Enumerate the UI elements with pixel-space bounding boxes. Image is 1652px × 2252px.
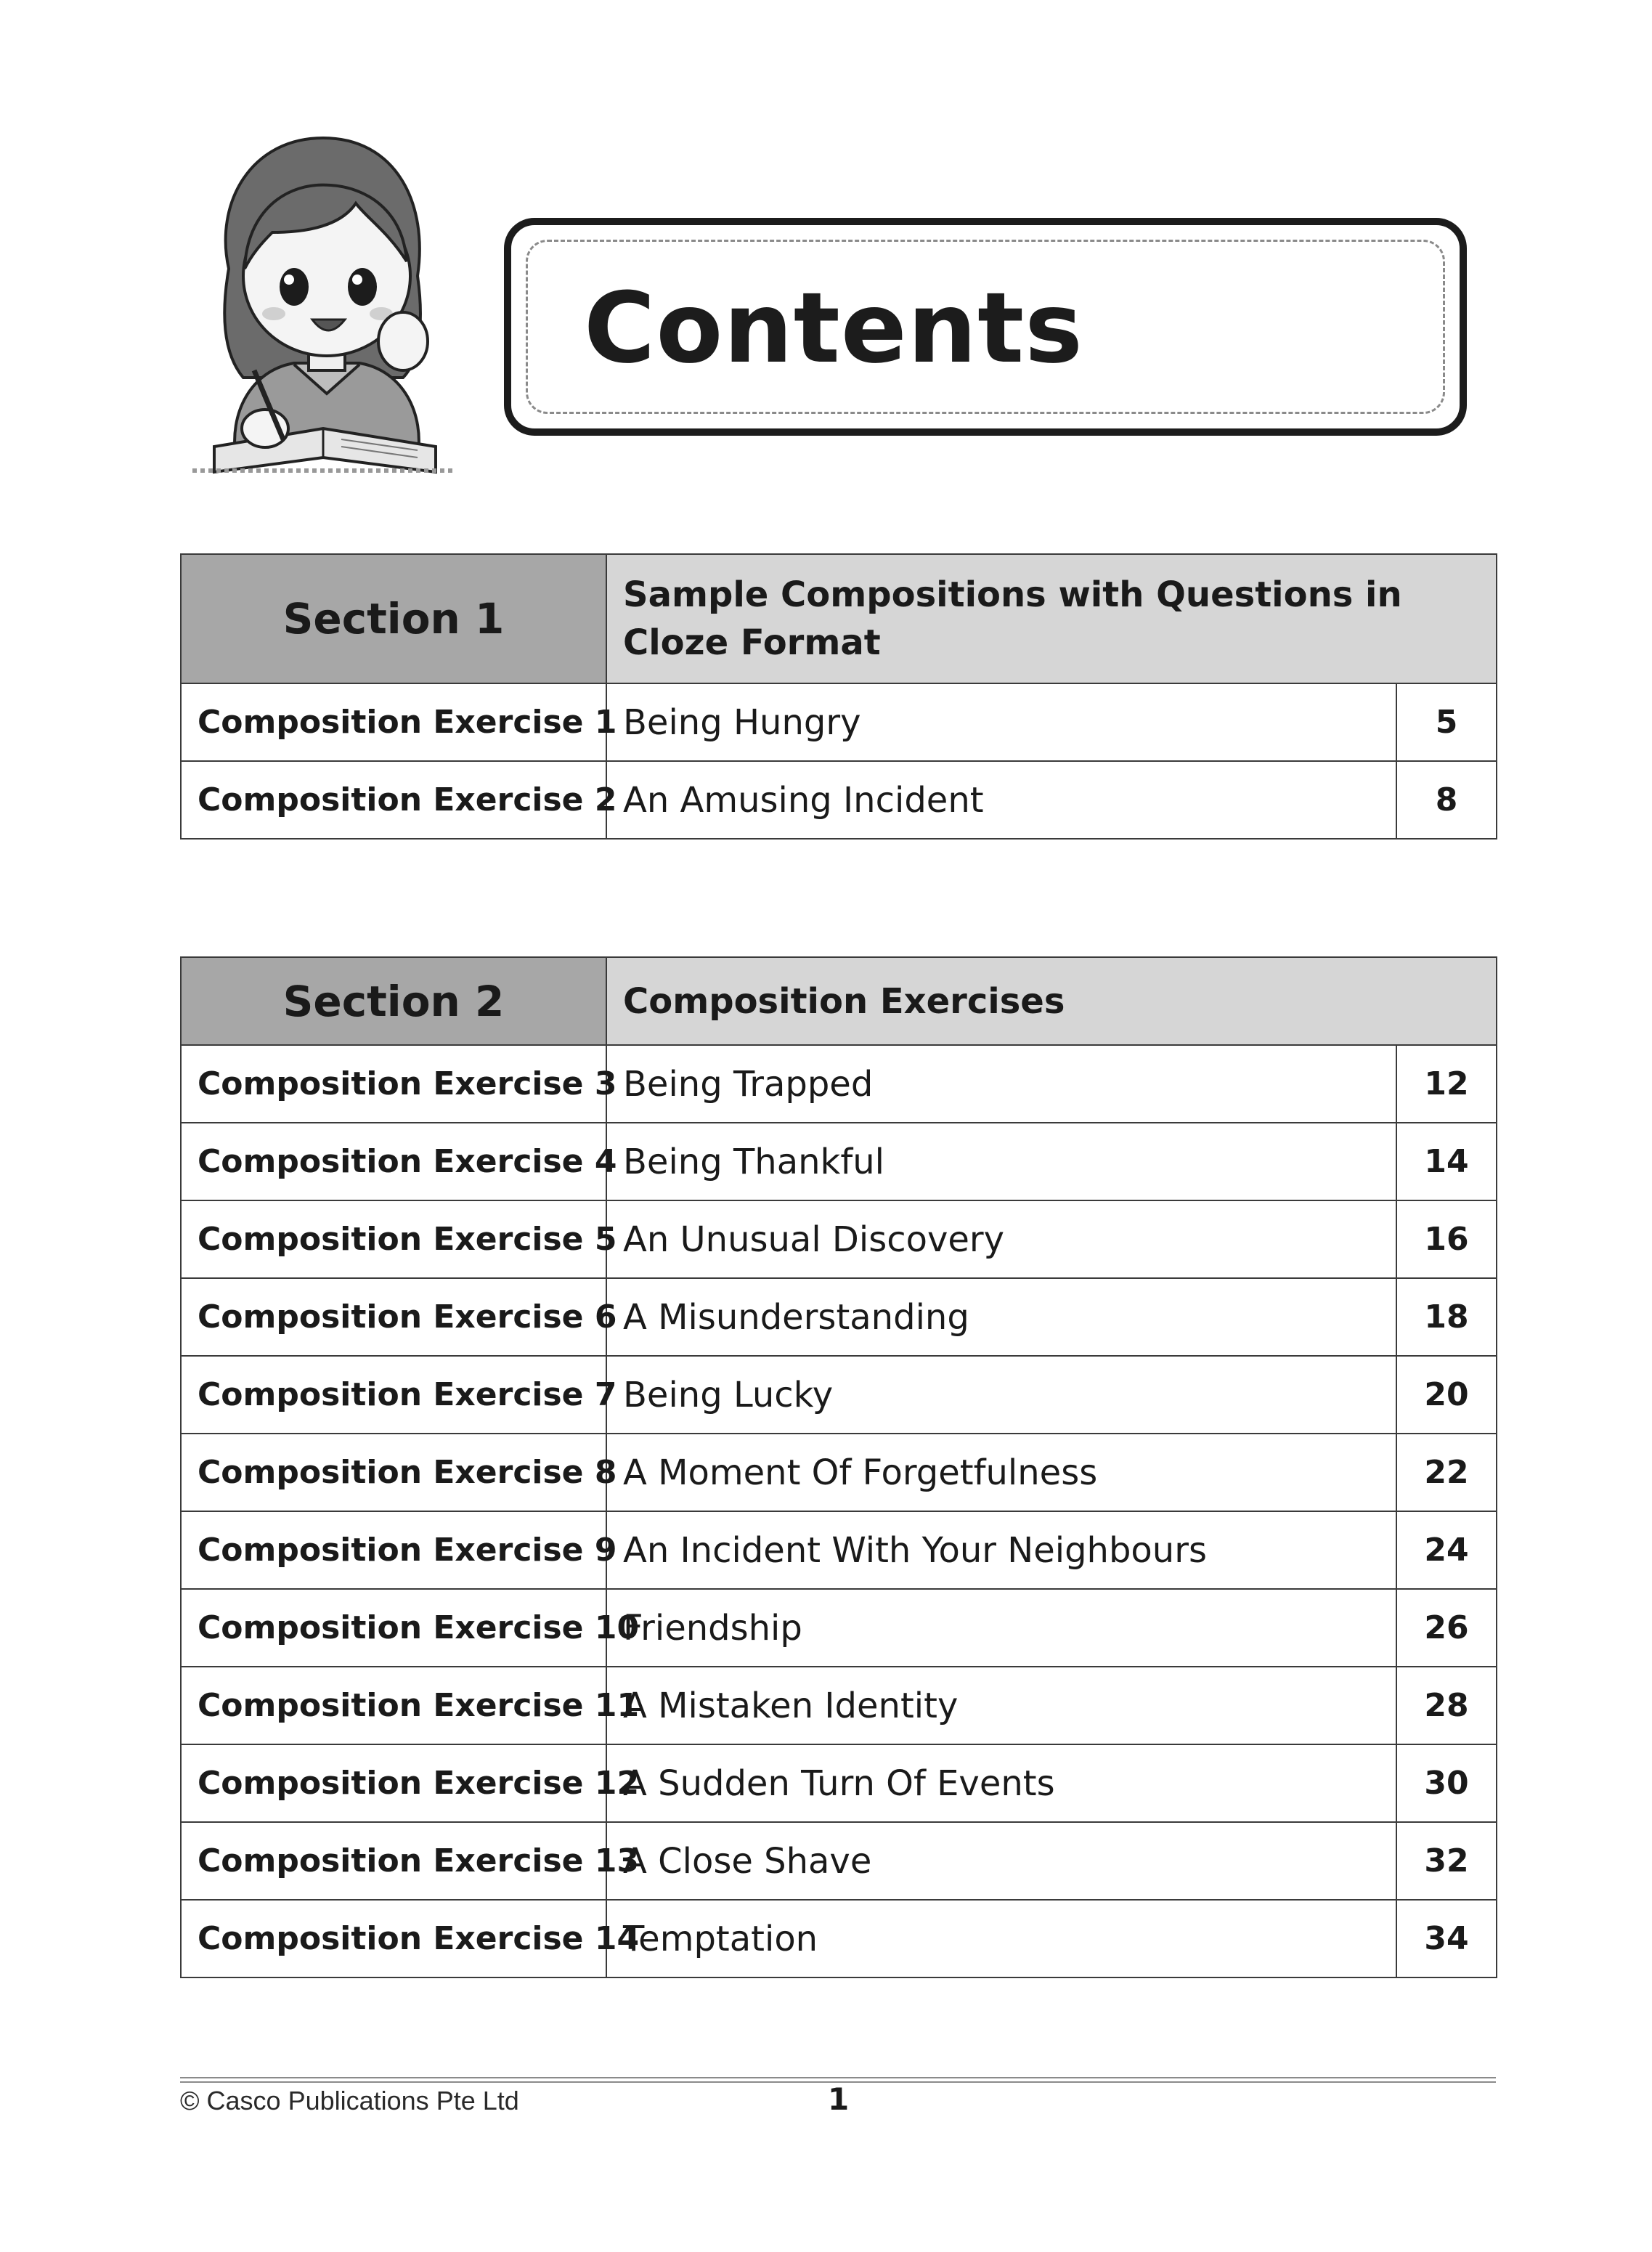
exercise-title: An Amusing Incident <box>606 761 1396 839</box>
exercise-label: Composition Exercise 7 <box>181 1356 606 1434</box>
page-number: 30 <box>1396 1744 1497 1822</box>
exercise-title: A Mistaken Identity <box>606 1667 1396 1744</box>
section-1-header-row <box>181 554 1497 683</box>
section-2-label: Section 2 <box>181 957 606 1045</box>
page-number: 22 <box>1396 1434 1497 1511</box>
exercise-title: Being Trapped <box>606 1045 1396 1123</box>
page-number: 24 <box>1396 1511 1497 1589</box>
exercise-label: Composition Exercise 2 <box>181 761 606 839</box>
exercise-label: Composition Exercise 9 <box>181 1511 606 1589</box>
exercise-label: Composition Exercise 14 <box>181 1900 606 1977</box>
footer-rule-top <box>180 2077 1496 2078</box>
page-number: 16 <box>1396 1200 1497 1278</box>
exercise-label: Composition Exercise 10 <box>181 1589 606 1667</box>
exercise-title: Friendship <box>606 1589 1396 1667</box>
table-row[interactable] <box>181 1123 1497 1200</box>
exercise-label: Composition Exercise 11 <box>181 1667 606 1744</box>
table-row[interactable] <box>181 1822 1497 1900</box>
exercise-title: An Unusual Discovery <box>606 1200 1396 1278</box>
footer-copyright: © Casco Publications Pte Ltd <box>180 2086 519 2115</box>
page-number: 18 <box>1396 1278 1497 1356</box>
section-1-table <box>180 553 1497 840</box>
page-number: 26 <box>1396 1589 1497 1667</box>
exercise-title: Temptation <box>606 1900 1396 1977</box>
exercise-label: Composition Exercise 3 <box>181 1045 606 1123</box>
table-row[interactable] <box>181 1511 1497 1589</box>
exercise-label: Composition Exercise 6 <box>181 1278 606 1356</box>
table-row[interactable] <box>181 761 1497 839</box>
exercise-label: Composition Exercise 5 <box>181 1200 606 1278</box>
girl-writing-in-book-icon <box>185 123 461 487</box>
exercise-title: A Sudden Turn Of Events <box>606 1744 1396 1822</box>
page-number: 8 <box>1396 761 1497 839</box>
page-number: 5 <box>1396 683 1497 761</box>
exercise-title: Being Hungry <box>606 683 1396 761</box>
exercise-title: A Moment Of Forgetfulness <box>606 1434 1396 1511</box>
table-row[interactable] <box>181 1356 1497 1434</box>
exercise-label: Composition Exercise 13 <box>181 1822 606 1900</box>
exercise-title: Being Lucky <box>606 1356 1396 1434</box>
page-number: 32 <box>1396 1822 1497 1900</box>
page-number: 12 <box>1396 1045 1497 1123</box>
table-row[interactable] <box>181 1278 1497 1356</box>
page-number: 34 <box>1396 1900 1497 1977</box>
table-row[interactable] <box>181 1744 1497 1822</box>
table-row[interactable] <box>181 1667 1497 1744</box>
page-number: 14 <box>1396 1123 1497 1200</box>
page-number: 20 <box>1396 1356 1497 1434</box>
section-2-heading: Composition Exercises <box>606 957 1497 1045</box>
exercise-label: Composition Exercise 4 <box>181 1123 606 1200</box>
exercise-title: Being Thankful <box>606 1123 1396 1200</box>
exercise-title: A Close Shave <box>606 1822 1396 1900</box>
exercise-label: Composition Exercise 12 <box>181 1744 606 1822</box>
page-title: Contents <box>584 272 1083 385</box>
page-number: 28 <box>1396 1667 1497 1744</box>
exercise-title: A Misunderstanding <box>606 1278 1396 1356</box>
section-1-heading: Sample Compositions with Questions in Cloze Format <box>606 554 1497 683</box>
title-banner <box>504 218 1467 436</box>
section-1-label: Section 1 <box>181 554 606 683</box>
table-row[interactable] <box>181 683 1497 761</box>
section-2-table <box>180 956 1497 1978</box>
exercise-label: Composition Exercise 1 <box>181 683 606 761</box>
table-row[interactable] <box>181 1900 1497 1977</box>
exercise-title: An Incident With Your Neighbours <box>606 1511 1396 1589</box>
footer-page-number: 1 <box>828 2081 850 2117</box>
exercise-label: Composition Exercise 8 <box>181 1434 606 1511</box>
table-row[interactable] <box>181 1589 1497 1667</box>
section-2-header-row <box>181 957 1497 1045</box>
table-row[interactable] <box>181 1434 1497 1511</box>
table-row[interactable] <box>181 1045 1497 1123</box>
table-row[interactable] <box>181 1200 1497 1278</box>
